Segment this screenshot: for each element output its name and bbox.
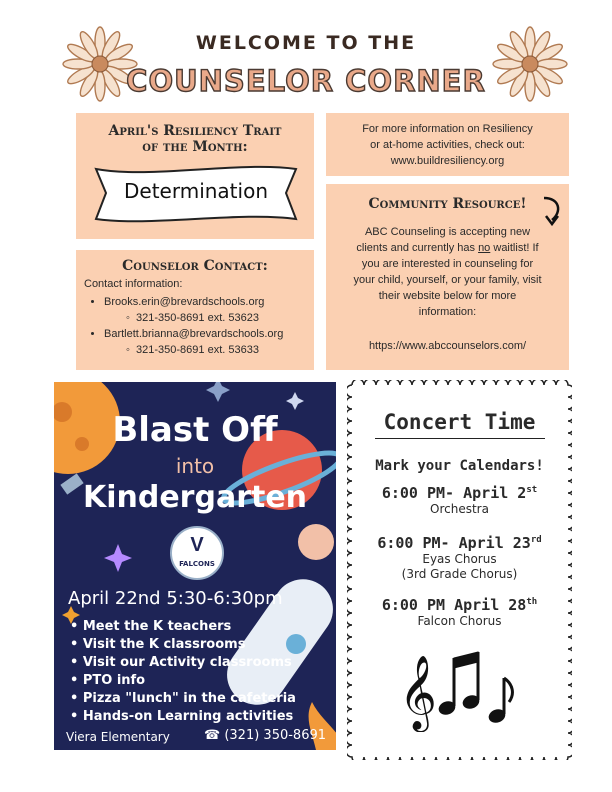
event-time: 6:00 PM- April 23	[377, 534, 531, 552]
poster-bullet: • Visit the K classrooms	[70, 637, 246, 652]
community-title: Community Resource!	[368, 196, 527, 212]
poster-bullet-text: Pizza "lunch" in the cafeteria	[82, 691, 296, 706]
community-line-1: ABC Counseling is accepting new	[364, 226, 531, 238]
poster-school: Viera Elementary	[66, 730, 170, 744]
poster-bullet: • Meet the K teachers	[70, 619, 232, 634]
poster-bullet: • Pizza "lunch" in the cafeteria	[70, 691, 296, 706]
poster-bullet-text: Visit our Activity classrooms	[82, 655, 292, 670]
community-line-2	[326, 240, 569, 256]
community-box	[326, 184, 569, 370]
page-title: COUNSELOR CORNER	[126, 64, 486, 98]
poster-bullet: • PTO info	[70, 673, 146, 688]
poster-date: April 22nd 5:30-6:30pm	[68, 588, 283, 609]
contact-title: Counselor Contact:	[122, 258, 268, 274]
kindergarten-poster	[54, 382, 336, 750]
event-suffix: th	[526, 597, 538, 607]
trait-box	[76, 113, 314, 239]
event-name: Orchestra	[430, 502, 489, 516]
poster-bullet: • Hands-on Learning activities	[70, 709, 294, 724]
poster-headline-2: into	[175, 454, 215, 478]
contact-phone-2-text: 321-350-8691 ext. 53633	[136, 344, 259, 356]
concert-event-3	[347, 596, 572, 629]
event-name: Falcon Chorus	[417, 614, 502, 628]
contact-phone-1: ◦ 321-350-8691 ext. 53623	[126, 312, 259, 324]
concert-mark: Mark your Calendars!	[375, 458, 544, 474]
community-line-6: information:	[418, 306, 477, 318]
falcons-logo	[170, 526, 224, 580]
falcon-icon: V	[190, 534, 204, 556]
phone-icon: ☎	[204, 728, 221, 743]
event-time: 6:00 PM- April 2	[381, 484, 527, 502]
title-underline	[375, 438, 545, 439]
concert-event-2	[347, 534, 572, 582]
header-welcome: WELCOME TO THE	[195, 32, 417, 54]
concert-box	[347, 380, 572, 760]
contact-box	[76, 250, 314, 370]
trait-word: Determination	[123, 179, 268, 203]
trait-title-line1: April's Resiliency Trait	[108, 123, 282, 139]
poster-phone: (321) 350-8691	[224, 728, 327, 743]
community-line-2c: waitlist! If	[490, 242, 539, 254]
concert-event-1	[347, 484, 572, 517]
contact-email-1[interactable]: • Brooks.erin@brevardschools.org	[104, 294, 314, 310]
poster-bullet-text: Hands-on Learning activities	[82, 709, 294, 724]
poster-headline-3: Kindergarten	[82, 480, 308, 515]
info-link[interactable]: www.buildresiliency.org	[390, 155, 505, 167]
event-time: 6:00 PM April 28	[381, 596, 527, 614]
event-name: Eyas Chorus	[422, 552, 497, 566]
contact-phone-2: ◦ 321-350-8691 ext. 53633	[126, 344, 259, 356]
poster-headline-1: Blast Off	[112, 410, 278, 450]
contact-email-2[interactable]: • Bartlett.brianna@brevardschools.org	[104, 326, 314, 342]
poster-bullet-text: Meet the K teachers	[82, 619, 232, 634]
contact-phone-1-text: 321-350-8691 ext. 53623	[136, 312, 259, 324]
info-line-1: For more information on Resiliency	[362, 123, 533, 135]
trait-title-line2: of the Month:	[142, 139, 248, 155]
info-line-2: or at-home activities, check out:	[370, 139, 525, 151]
music-notes-icon	[399, 642, 519, 732]
community-line-3: you are interested in counseling for	[361, 258, 534, 270]
resiliency-info-box	[326, 113, 569, 176]
poster-phone-row	[204, 728, 326, 743]
curved-arrow-icon	[540, 194, 566, 228]
poster-bullet: • Visit our Activity classrooms	[70, 655, 292, 670]
svg-text:𝄞: 𝄞	[399, 656, 437, 730]
falcons-logo-text: FALCONS	[179, 560, 215, 568]
community-line-4: your child, yourself, or your family, visit	[353, 274, 542, 286]
community-line-2a: clients and currently has	[356, 242, 479, 254]
concert-title: Concert Time	[383, 410, 536, 434]
event-extra: (3rd Grade Chorus)	[401, 567, 518, 581]
poster-bullet-text: PTO info	[82, 673, 146, 688]
event-suffix: rd	[530, 535, 542, 545]
community-line-5: their website below for more	[378, 290, 517, 302]
poster-bullets	[70, 618, 296, 726]
contact-intro: Contact information:	[84, 278, 183, 290]
poster-bullet-text: Visit the K classrooms	[82, 637, 246, 652]
community-url[interactable]: https://www.abccounselors.com/	[368, 340, 527, 352]
event-suffix: st	[526, 485, 538, 495]
no-waitlist-text: no	[478, 242, 491, 254]
